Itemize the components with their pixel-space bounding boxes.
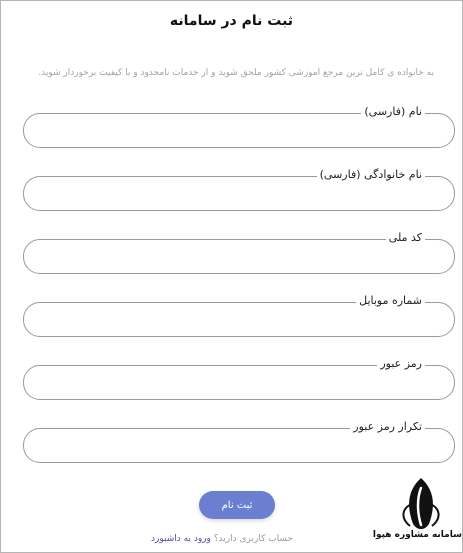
- last-name-field[interactable]: [23, 168, 451, 209]
- password-field[interactable]: [23, 357, 451, 398]
- first-name-field[interactable]: [23, 105, 451, 146]
- first-name-label: نام (فارسی): [361, 104, 425, 120]
- mobile-field[interactable]: [23, 294, 451, 335]
- page-subtitle: به خانواده ی کامل ترین مرجع آموزشی کشور ملحق شوید و از خدمات نامحدود و با کیفیت برخوردار شوید.: [38, 68, 434, 78]
- national-id-field[interactable]: [23, 231, 451, 272]
- confirm-password-label: تکرار رمز عبور: [350, 419, 425, 435]
- login-prompt: [151, 534, 293, 544]
- register-button[interactable]: ثبت نام: [199, 491, 275, 519]
- password-label: رمز عبور: [377, 356, 425, 372]
- leaf-emblem-icon: [380, 474, 462, 530]
- page-title: ثبت نام در سامانه: [169, 13, 294, 29]
- login-question: حساب کاربری دارید؟: [213, 534, 294, 544]
- dashboard-login-link[interactable]: ورود به داشبورد: [151, 534, 211, 544]
- last-name-label: نام خانوادگی (فارسی): [317, 167, 425, 183]
- national-id-label: کد ملی: [386, 230, 425, 246]
- brand-logo: [372, 474, 462, 552]
- brand-logo-text: سامانه مشاوره هپوا: [372, 530, 462, 540]
- confirm-password-field[interactable]: [23, 420, 451, 461]
- mobile-label: شماره موبایل: [356, 293, 425, 309]
